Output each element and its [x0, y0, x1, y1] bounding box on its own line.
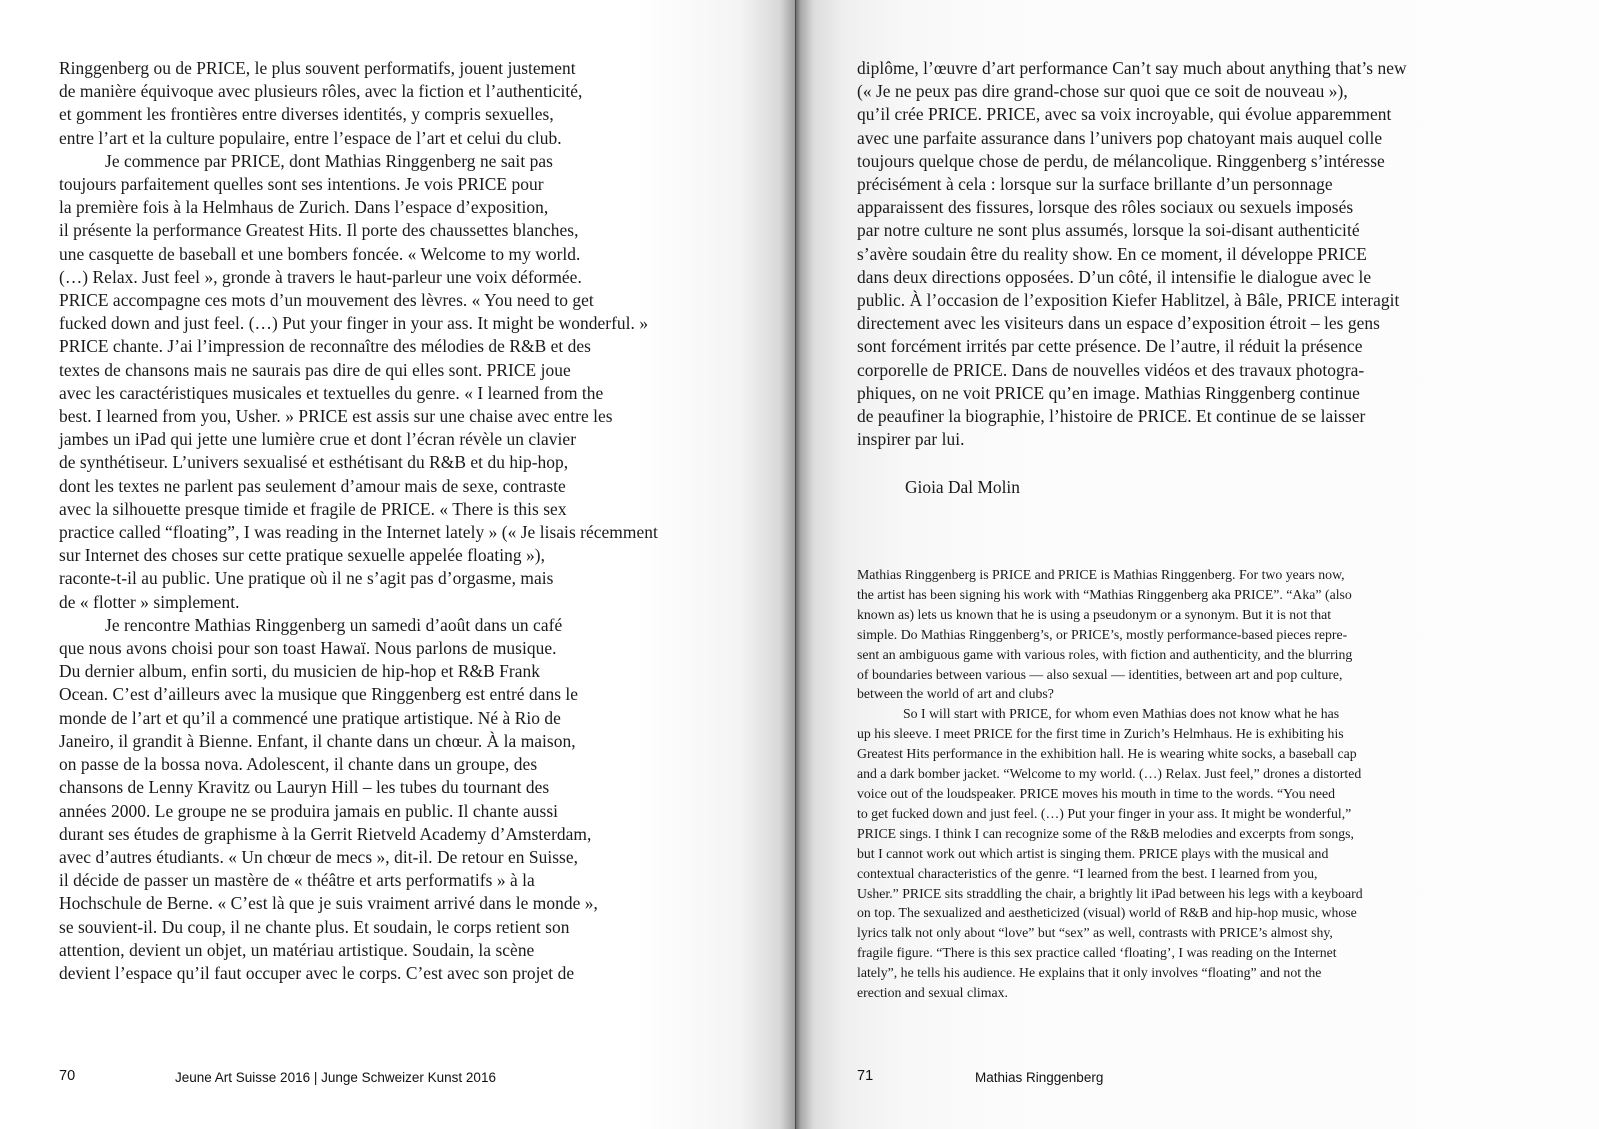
left-page	[0, 0, 796, 1129]
text-line: practice called “floating”, I was reading in the Internet lately » (« Je lisais récemment	[59, 522, 658, 543]
text-line: attention, devient un objet, un matériau artistique. Soudain, la scène	[59, 939, 535, 960]
text-line: lately”, he tells his audience. He explains that it only involves “floating” and not the	[857, 965, 1322, 981]
text-line: et gomment les frontières entre diverses identités, y compris sexuelles,	[59, 104, 554, 125]
text-line: the artist has been signing his work with “Mathias Ringgenberg aka PRICE”. “Aka” (also	[857, 586, 1352, 602]
text-line: avec une parfaite assurance dans l’univers pop chatoyant mais auquel colle	[857, 127, 1383, 148]
text-line: diplôme, l’œuvre d’art performance Can’t say much about anything that’s new	[857, 58, 1407, 78]
text-line: raconte-t-il au public. Une pratique où il ne s’agit pas d’orgasme, mais	[59, 568, 554, 589]
text-line: of boundaries between various — also sexual — identities, between art and pop culture,	[857, 666, 1343, 682]
text-line: on passe de la bossa nova. Adolescent, il chante dans un groupe, des	[59, 754, 538, 775]
text-line: erection and sexual climax.	[857, 985, 1008, 1001]
text-line: contextual characteristics of the genre. “I learned from the best. I learned from you,	[857, 865, 1318, 881]
text-line: PRICE sings. I think I can recognize some of the R&B melodies and excerpts from songs,	[857, 825, 1354, 841]
text-line: que nous avons choisi pour son toast Hawaï. Nous parlons de musique.	[59, 638, 557, 659]
text-line: fragile figure. “There is this sex practice called ‘floating’, I was reading on the Internet	[857, 945, 1337, 961]
text-line: textes de chansons mais ne saurais pas dire de qui elles sont. PRICE joue	[59, 359, 571, 380]
text-line: toujours parfaitement quelles sont ses intentions. Je vois PRICE pour	[59, 174, 544, 195]
running-head-left: Jeune Art Suisse 2016 | Junge Schweizer Kunst 2016	[175, 1070, 496, 1085]
text-line: toujours quelque chose de perdu, de mélancolique. Ringgenberg s’intéresse	[857, 150, 1385, 171]
text-line: voice out of the loudspeaker. PRICE moves his mouth in time to the words. “You need	[857, 785, 1335, 801]
text-line: simple. Do Mathias Ringgenberg’s, or PRICE’s, mostly performance-based pieces repre-	[857, 626, 1348, 642]
text-line: il présente la performance Greatest Hits. Il porte des chaussettes blanches,	[59, 220, 579, 241]
text-line: on top. The sexualized and aestheticized (visual) world of R&B and hip-hop music, whose	[857, 905, 1357, 921]
text-line: Ocean. C’est d’ailleurs avec la musique que Ringgenberg est entré dans le	[59, 684, 579, 705]
text-line: de « flotter » simplement.	[59, 591, 240, 612]
text-line: fucked down and just feel. (…) Put your finger in your ass. It might be wonderful. »	[59, 313, 649, 334]
french-text-column-right	[857, 57, 1407, 451]
text-line: de peaufiner la biographie, l’histoire de PRICE. Et continue de se laisser	[857, 406, 1366, 427]
text-line: Janeiro, il grandit à Bienne. Enfant, il chante dans un chœur. À la maison,	[59, 730, 576, 751]
text-line: entre l’art et la culture populaire, entre l’espace de l’art et celui du club.	[59, 127, 562, 148]
text-line: between the world of art and clubs?	[857, 686, 1054, 702]
text-line: qu’il crée PRICE. PRICE, avec sa voix incroyable, qui évolue apparemment	[857, 104, 1392, 125]
text-line: best. I learned from you, Usher. » PRICE est assis sur une chaise avec entre les	[59, 406, 613, 427]
author-signature: Gioia Dal Molin	[905, 477, 1020, 497]
text-line: So I will start with PRICE, for whom even Mathias does not know what he has	[903, 706, 1340, 722]
text-line: phiques, on ne voit PRICE qu’en image. Mathias Ringgenberg continue	[857, 382, 1360, 403]
text-line: Je rencontre Mathias Ringgenberg un samedi d’août dans un café	[105, 614, 563, 635]
text-line: se souvient-il. Du coup, il ne chante plus. Et soudain, le corps retient son	[59, 916, 570, 937]
text-line: durant ses études de graphisme à la Gerrit Rietveld Academy d’Amsterdam,	[59, 823, 592, 844]
text-line: apparaissent des fissures, lorsque des rôles sociaux ou sexuels imposés	[857, 197, 1354, 218]
text-line: la première fois à la Helmhaus de Zurich. Dans l’espace d’exposition,	[59, 197, 549, 218]
page-number-left: 70	[59, 1068, 76, 1084]
text-line: sent an ambiguous game with various roles, with fiction and authenticity, and the blurring	[857, 646, 1353, 662]
text-line: up his sleeve. I meet PRICE for the first time in Zurich’s Helmhaus. He is exhibiting his	[857, 726, 1344, 742]
text-line: Usher.” PRICE sits straddling the chair, a brightly lit iPad between his legs with a keyboard	[857, 885, 1363, 901]
text-line: inspirer par lui.	[857, 429, 965, 450]
english-text-column	[857, 565, 1363, 1003]
text-line: to get fucked down and just feel. (…) Put your finger in your ass. It might be wonderful,”	[857, 805, 1352, 821]
text-line: devient l’espace qu’il faut occuper avec le corps. C’est avec son projet de	[59, 962, 575, 983]
text-line: directement avec les visiteurs dans un espace d’exposition étroit – les gens	[857, 313, 1380, 334]
text-line: de manière équivoque avec plusieurs rôles, avec la fiction et l’authenticité,	[59, 81, 583, 102]
text-line: public. À l’occasion de l’exposition Kiefer Hablitzel, à Bâle, PRICE interagit	[857, 290, 1400, 311]
text-line: lyrics talk not only about “love” but “sex” as well, contrasts with PRICE’s almost shy,	[857, 925, 1333, 941]
text-line: années 2000. Le groupe ne se produira jamais en public. Il chante aussi	[59, 800, 559, 821]
text-line: chansons de Lenny Kravitz ou Lauryn Hill – les tubes du tournant des	[59, 777, 550, 798]
text-line: (…) Relax. Just feel », gronde à travers le haut-parleur une voix déformée.	[59, 266, 582, 287]
text-line: sur Internet des choses sur cette pratique sexuelle appelée floating »),	[59, 545, 546, 566]
text-line: and a dark bomber jacket. “Welcome to my world. (…) Relax. Just feel,” drones a distorted	[857, 766, 1362, 782]
text-line: dans deux directions opposées. D’un côté, il intensifie le dialogue avec le	[857, 266, 1372, 287]
text-line: dont les textes ne parlent pas seulement d’amour mais de sexe, contraste	[59, 475, 566, 496]
running-head-right: Mathias Ringgenberg	[975, 1070, 1104, 1085]
text-line: Ringgenberg ou de PRICE, le plus souvent performatifs, jouent justement	[59, 58, 576, 78]
text-line: known as) lets us known that he is using a pseudonym or a synonym. But it is not that	[857, 606, 1332, 622]
text-line: (« Je ne peux pas dire grand-chose sur quoi que ce soit de nouveau »),	[857, 81, 1348, 102]
french-text-column-left	[59, 57, 658, 985]
text-line: une casquette de baseball et une bombers foncée. « Welcome to my world.	[59, 243, 581, 264]
text-line: corporelle de PRICE. Dans de nouvelles vidéos et des travaux photogra-	[857, 359, 1365, 380]
text-line: Mathias Ringgenberg is PRICE and PRICE is Mathias Ringgenberg. For two years now,	[857, 567, 1345, 582]
text-line: Hochschule de Berne. « C’est là que je suis vraiment arrivé dans le monde »,	[59, 893, 598, 914]
text-line: de synthétiseur. L’univers sexualisé et esthétisant du R&B et du hip-hop,	[59, 452, 569, 473]
text-line: s’avère soudain être du reality show. En ce moment, il développe PRICE	[857, 243, 1367, 264]
text-line: avec d’autres étudiants. « Un chœur de mecs », dit-il. De retour en Suisse,	[59, 846, 579, 867]
text-line: PRICE accompagne ces mots d’un mouvement des lèvres. « You need to get	[59, 290, 594, 311]
text-line: il décide de passer un mastère de « théâtre et arts performatifs » à la	[59, 870, 535, 891]
text-line: PRICE chante. J’ai l’impression de reconnaître des mélodies de R&B et des	[59, 336, 591, 357]
text-line: Du dernier album, enfin sorti, du musicien de hip-hop et R&B Frank	[59, 661, 540, 682]
right-page	[796, 0, 1599, 1129]
text-line: avec les caractéristiques musicales et textuelles du genre. « I learned from the	[59, 382, 604, 403]
text-line: Greatest Hits performance in the exhibition hall. He is wearing white socks, a baseball cap	[857, 746, 1357, 762]
text-line: par notre culture ne sont plus assumés, lorsque la soi-disant authenticité	[857, 220, 1360, 241]
text-line: sont forcément irrités par cette présence. De l’autre, il réduit la présence	[857, 336, 1363, 357]
text-line: jambes un iPad qui jette une lumière crue et dont l’écran révèle un clavier	[59, 429, 577, 450]
page-number-right: 71	[857, 1068, 874, 1084]
text-line: but I cannot work out which artist is singing them. PRICE plays with the musical and	[857, 845, 1329, 861]
text-line: monde de l’art et qu’il a commencé une pratique artistique. Né à Rio de	[59, 707, 561, 728]
text-line: Je commence par PRICE, dont Mathias Ringgenberg ne sait pas	[105, 150, 553, 171]
text-line: avec la silhouette presque timide et fragile de PRICE. « There is this sex	[59, 498, 567, 519]
text-line: précisément à cela : lorsque sur la surface brillante d’un personnage	[857, 174, 1333, 195]
